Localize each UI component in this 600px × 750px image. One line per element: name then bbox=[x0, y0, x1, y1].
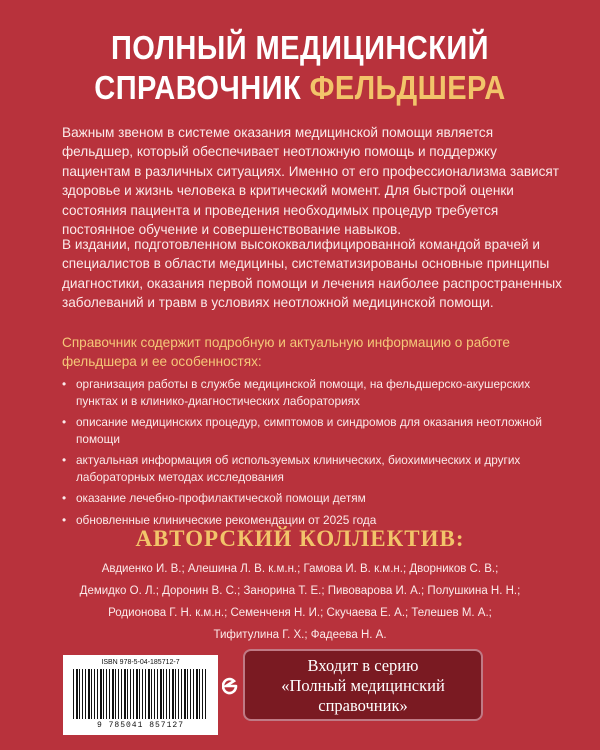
publisher-logo-icon bbox=[222, 677, 238, 700]
barcode-number: 9 785041 857127 bbox=[96, 721, 184, 730]
series-line: Входит в серию bbox=[307, 656, 419, 675]
contents-list bbox=[62, 376, 562, 533]
authors-list bbox=[40, 558, 560, 646]
title-plain-word: СПРАВОЧНИК bbox=[94, 69, 302, 106]
isbn-label: ISBN 978-5-04-185712-7 bbox=[101, 659, 180, 666]
title-accent-word: ФЕЛЬДШЕРА bbox=[309, 69, 506, 106]
isbn-barcode bbox=[63, 655, 218, 735]
authors-line: Авдиенко И. В.; Алешина Л. В. к.м.н.; Гамова И. В. к.м.н.; Дворников С. В.; bbox=[101, 563, 499, 575]
series-line: «Полный медицинский bbox=[281, 676, 445, 695]
series-badge bbox=[243, 649, 483, 721]
barcode-bars bbox=[73, 669, 208, 719]
title-line-1: ПОЛНЫЙ МЕДИЦИНСКИЙ bbox=[110, 29, 489, 66]
contents-list-item: • актуальная информация об используемых клинических, биохимических и других лабораторных методах исследования bbox=[62, 452, 562, 485]
authors-line: Родионова Г. Н. к.м.н.; Семенченя Н. И.; Скучаева Е. А.; Телешев М. А.; bbox=[108, 607, 492, 619]
title-line-2 bbox=[36, 68, 564, 108]
contents-list-item: • обновленные клинические рекомендации от 2025 года bbox=[62, 512, 562, 529]
series-line: справочник» bbox=[318, 696, 408, 715]
contents-list-item: • описание медицинских процедур, симптомов и синдромов для оказания неотложной помощи bbox=[62, 414, 562, 447]
authors-heading: АВТОРСКИЙ КОЛЛЕКТИВ: bbox=[135, 526, 465, 551]
contents-intro: Справочник содержит подробную и актуальную информацию о работе фельдшера и ее особенностях: bbox=[62, 335, 510, 370]
description-paragraph-1: Важным звеном в системе оказания медицинской помощи является фельдшер, который обеспечивает неотложную помощь и поддержку пациентам в различных ситуациях. Именно от его профессионализма зависят здоровье и жизнь человека в критический момент. Для быстрой оценки состояния пациента и проведения необходимых процедур требуется постоянное обучение и совершенствование навыков. bbox=[62, 125, 560, 238]
authors-line: Тифитулина Г. Х.; Фадеева Н. А. bbox=[213, 629, 387, 641]
book-title bbox=[36, 28, 564, 108]
authors-line: Демидко О. Л.; Доронин В. С.; Занорина Т. Е.; Пивоварова И. А.; Полушкина Н. Н.; bbox=[79, 585, 521, 597]
contents-list-item: • организация работы в службе медицинской помощи, на фельдшерско-акушерских пунктах и в клинико-диагностических лабораториях bbox=[62, 376, 562, 409]
contents-list-item: • оказание лечебно-профилактической помощи детям bbox=[62, 490, 562, 507]
description-paragraph-2: В издании, подготовленном высококвалифицированной командой врачей и специалистов в области медицины, систематизированы основные принципы диагностики, оказания первой помощи и лечения наиболее распространенных заболеваний и травм в условиях неотложной медицинской помощи. bbox=[62, 237, 562, 311]
